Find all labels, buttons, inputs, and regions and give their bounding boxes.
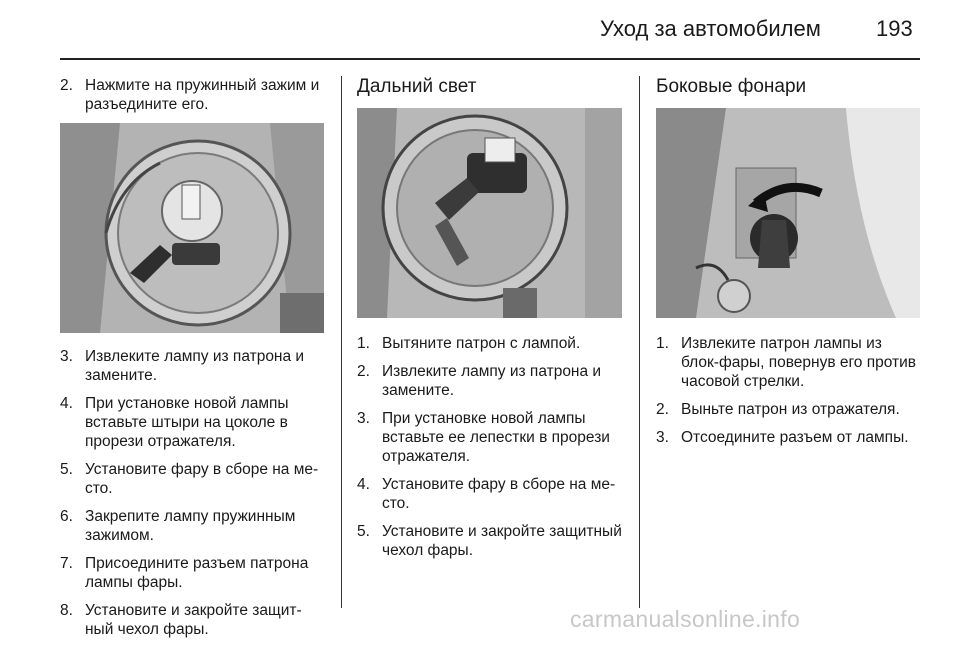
list-item: [60, 554, 324, 592]
step-number: 4.: [60, 395, 73, 412]
step-text: Извлеките лампу из патрона и замените.: [382, 363, 602, 399]
list-item: [60, 601, 324, 639]
step-number: 3.: [60, 348, 73, 365]
section-heading-side-lights: Боковые фонари: [656, 76, 807, 97]
header-rule: [60, 58, 920, 60]
step-number: 6.: [60, 508, 73, 525]
list-item: [357, 334, 622, 353]
list-item: [656, 400, 920, 419]
step-number: 2.: [357, 363, 370, 380]
step-text: Выньте патрон из отражателя.: [681, 401, 900, 418]
column-1: [60, 76, 324, 648]
list-item: [656, 334, 920, 391]
step-number: 8.: [60, 602, 73, 619]
header-title: Уход за автомобилем: [600, 16, 821, 41]
step-number: 2.: [60, 77, 73, 94]
column-divider: [639, 76, 640, 608]
list-item: [60, 347, 324, 385]
list-item: [60, 76, 324, 114]
step-text: Присоедините разъем патрона лампы фары.: [85, 555, 309, 591]
list-item: [357, 475, 622, 513]
watermark: carmanualsonline.info: [570, 606, 801, 632]
step-list: [357, 334, 622, 560]
step-text: При установке новой лампы вставьте ее лепестки в прорези отражателя.: [382, 410, 610, 465]
step-text: Закрепите лампу пружинным зажимом.: [85, 508, 296, 544]
column-divider: [341, 76, 342, 608]
step-number: 1.: [357, 335, 370, 352]
step-text: Установите и закройте защитный чехол фары.: [382, 523, 622, 559]
list-item: [60, 460, 324, 498]
step-list: [60, 347, 324, 639]
step-list: [656, 334, 920, 447]
intro-step-list: [60, 76, 324, 114]
step-number: 3.: [357, 410, 370, 427]
section-heading-high-beam: Дальний свет: [357, 76, 477, 97]
step-number: 2.: [656, 401, 669, 418]
figure-side-light: [656, 108, 920, 318]
step-text: При установке новой лампы вставьте штыри на цоколе в прорези отражателя.: [85, 395, 289, 450]
step-text: Отсоедините разъем от лампы.: [681, 429, 909, 446]
step-number: 3.: [656, 429, 669, 446]
page-number: 193: [876, 16, 913, 41]
step-text: Установите фару в сборе на место.: [85, 461, 319, 497]
step-number: 4.: [357, 476, 370, 493]
step-text: Установите фару в сборе на место.: [382, 476, 616, 512]
list-item: [357, 362, 622, 400]
list-item: [60, 394, 324, 451]
list-item: [357, 409, 622, 466]
column-3: [656, 76, 920, 456]
step-number: 5.: [60, 461, 73, 478]
step-text: Извлеките патрон лампы из блок-фары, повернув его против часовой стрелки.: [681, 335, 917, 390]
step-text: Нажмите на пружинный зажим и разъедините его.: [85, 77, 320, 113]
column-2: [357, 76, 622, 569]
step-text: Установите и закройте защитный чехол фары.: [85, 602, 302, 638]
step-number: 5.: [357, 523, 370, 540]
figure-high-beam: [357, 108, 622, 318]
figure-headlamp-bulb: [60, 123, 324, 333]
step-number: 1.: [656, 335, 669, 352]
list-item: [656, 428, 920, 447]
list-item: [60, 507, 324, 545]
step-text: Извлеките лампу из патрона и замените.: [85, 348, 305, 384]
list-item: [357, 522, 622, 560]
step-text: Вытяните патрон с лампой.: [382, 335, 581, 352]
step-number: 7.: [60, 555, 73, 572]
